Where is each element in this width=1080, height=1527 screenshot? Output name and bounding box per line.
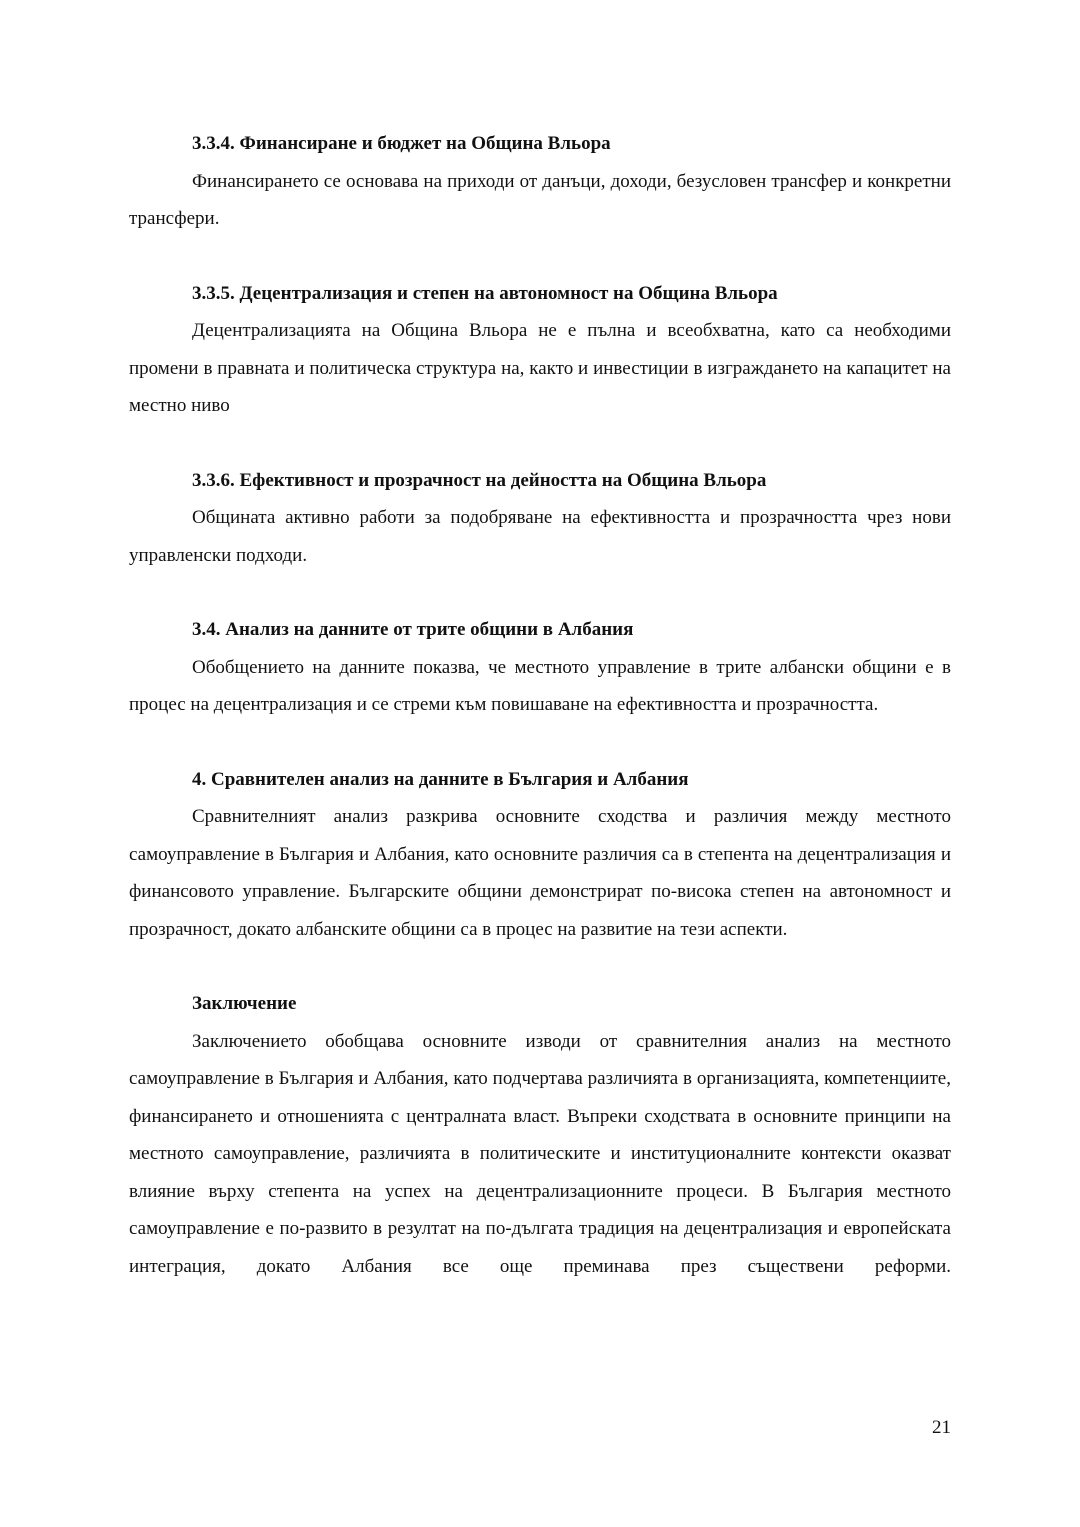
section-paragraph: Децентрализацията на Община Вльора не е пълна и всеобхватна, като са необходими промени в правната и политическа структура на, както и инвестиции в изграждането на капацитет на местно ниво: [129, 320, 951, 416]
section-paragraph: Финансирането се основава на приходи от данъци, доходи, безусловен трансфер и конкретни трансфери.: [129, 170, 951, 229]
section-heading: 3.3.6. Ефективност и прозрачност на дейността на Община Вльора: [192, 469, 767, 491]
section-heading: 3.3.4. Финансиране и бюджет на Община Вльора: [192, 133, 611, 154]
section-3-3-5: [129, 275, 951, 425]
section-paragraph: Заключението обобщава основните изводи от сравнителния анализ на местното самоуправление в България и Албания, като подчертава различията в организацията, компетенциите, финансирането и отношенията с централната власт. Въпреки сходствата в основните принципи на местното самоуправление, различията в политическите и институционалните контексти оказват влияние върху степента на успех на децентрализационните процеси. В България местното самоуправление е по-развито в резултат на по-дългата традиция на децентрализация и европейската интеграция, докато Албания все още преминава през съществени реформи.: [129, 1030, 951, 1277]
section-heading: 3.3.5. Децентрализация и степен на автономност на Община Вльора: [192, 282, 778, 304]
section-paragraph: Обобщението на данните показва, че местното управление в трите албански общини е в процес на децентрализация и се стреми към повишаване на ефективността и прозрачността.: [129, 656, 951, 715]
section-3-4: [129, 611, 951, 724]
document-page: [129, 125, 951, 1285]
page-number: 21: [932, 1417, 951, 1438]
section-heading: Заключение: [192, 993, 297, 1014]
section-conclusion: [129, 985, 951, 1285]
section-4: [129, 761, 951, 949]
section-paragraph: Общината активно работи за подобряване на ефективността и прозрачността чрез нови управленски подходи.: [129, 507, 951, 566]
section-paragraph: Сравнителният анализ разкрива основните сходства и различия между местното самоуправление в България и Албания, като основните различия са в степента на децентрализация и финансовото управление. Българските общини демонстрират по-висока степен на автономност и прозрачност, докато албанските общини са в процес на развитие на тези аспекти.: [129, 806, 951, 940]
section-3-3-6: [129, 462, 951, 575]
section-heading: 3.4. Анализ на данните от трите общини в Албания: [192, 619, 634, 640]
section-3-3-4: [129, 125, 951, 238]
section-heading: 4. Сравнителен анализ на данните в България и Албания: [192, 768, 689, 790]
